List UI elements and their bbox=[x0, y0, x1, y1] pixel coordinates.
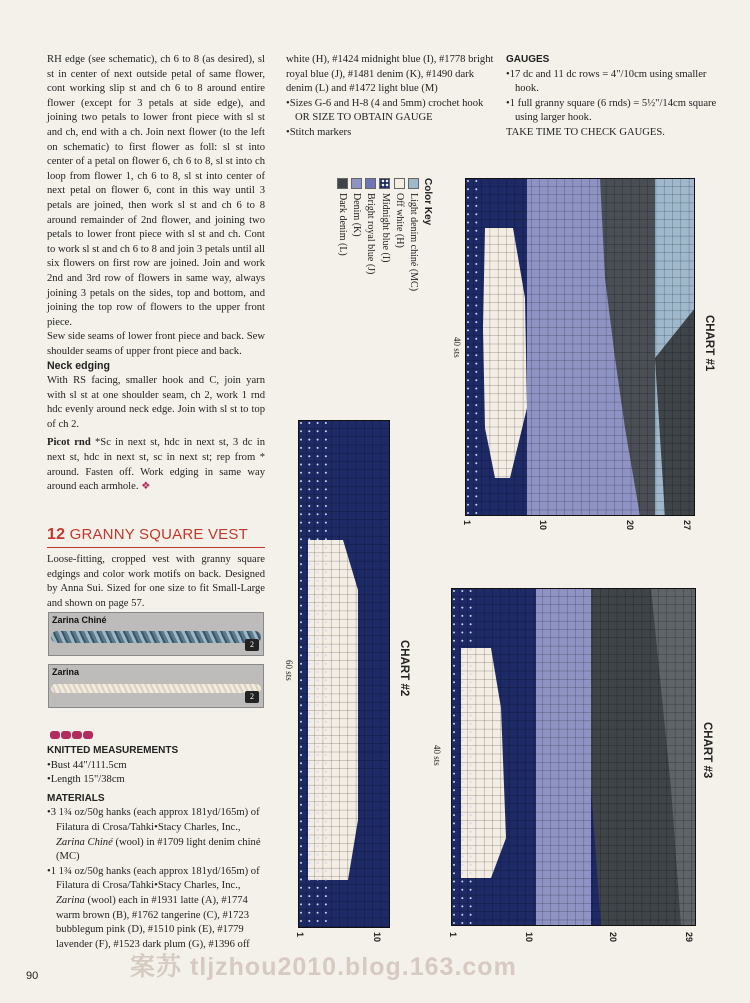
watermark: 案苏 tljzhou2010.blog.163.com bbox=[130, 953, 517, 981]
color-key-entry bbox=[351, 178, 362, 291]
text-column-2 bbox=[286, 53, 496, 141]
chart-band bbox=[536, 588, 591, 926]
chart-1-tick-label: 27 bbox=[682, 520, 692, 531]
yarn-swatch-chine bbox=[48, 612, 264, 656]
color-swatch bbox=[408, 178, 419, 189]
materials-list bbox=[47, 806, 267, 952]
color-key-entry bbox=[408, 178, 419, 291]
materials-continued: white (H), #1424 midnight blue (I), #1778 bright royal blue (J), #1481 denim (K), #1490 dark denim (L) and #1472 light blue (M) bbox=[286, 54, 494, 95]
chart-1-title: CHART #1 bbox=[703, 315, 715, 372]
chart-1-sts-label: 40 sts bbox=[452, 337, 462, 358]
chart-1-tick-label: 20 bbox=[625, 520, 635, 531]
chart-2-sts-label: 60 sts bbox=[284, 660, 294, 681]
color-key-label: Light denim chiné (MC) bbox=[408, 193, 419, 292]
chart-1-grid bbox=[465, 178, 695, 516]
color-key-label: Off white (H) bbox=[393, 193, 405, 248]
picot-paragraph bbox=[47, 436, 265, 494]
yarn-weight-badge: 2 bbox=[245, 639, 259, 651]
tools-list bbox=[286, 97, 496, 141]
section-rule bbox=[47, 547, 265, 548]
list-item: • Bust 44"/111.5cm bbox=[47, 759, 267, 774]
picot-heading: Picot rnd bbox=[47, 437, 91, 449]
color-key bbox=[337, 178, 433, 291]
chart-3-tick-label: 1 bbox=[448, 932, 458, 938]
chart-3-sts-label: 40 sts bbox=[432, 745, 442, 766]
color-key-label: Denim (K) bbox=[351, 193, 363, 237]
list-item: • 17 dc and 11 dc rows = 4"/10cm using smaller hook. bbox=[506, 68, 728, 97]
chart-3-grid bbox=[451, 588, 696, 926]
color-key-entry bbox=[337, 178, 348, 291]
skill-level-icon bbox=[50, 726, 96, 736]
color-key-label: Bright royal blue (J) bbox=[365, 193, 377, 275]
list-item: • 1 full granny square (6 rnds) = 5½"/14cm square using larger hook. bbox=[506, 97, 728, 126]
intro-text: Loose-fitting, cropped vest with granny square edgings and color work motifs on back. Designed by Anna Sui. Sized for one size to fit Small-Large and shown on page 57. bbox=[47, 554, 265, 609]
color-swatch bbox=[351, 178, 362, 189]
chart-3-tick-label: 20 bbox=[608, 932, 618, 943]
color-swatch bbox=[394, 178, 405, 189]
section-number: 12 bbox=[47, 526, 66, 543]
chart-2-title: CHART #2 bbox=[398, 640, 410, 697]
yarn-label: Zarina bbox=[52, 667, 80, 677]
materials-block bbox=[47, 742, 267, 952]
color-swatch bbox=[337, 178, 348, 189]
neck-edging-text: With RS facing, smaller hook and C, join yarn with sl st at one shoulder seam, ch 2, work 1 rnd hdc evenly around neck edge. Join with sl st to top of ch 2. bbox=[47, 375, 265, 430]
instructions-paragraph: RH edge (see schematic), ch 6 to 8 (as desired), sl st in center of next outside petal of same flower, cont working slip st and ch 6 to 8 around entire flower (except for 3 petals at side edge), and joining two petals to lower front piece with sl st and ch, end with a ch. Join next flower (to the left on schematic) to first flower as foll: sl st into center of a petal on flower 6, ch 6 to 8, sl st into ch loop from flower 1, ch 6 to 8, sl st into center of next petal on flower 6, cont in this way until 3 petals are joined, then work sl st and ch 6 to 8 around remainder of 2nd flower, and joining two petals to lower front piece with sl st and ch. Cont to work sl st and ch 6 to 8 and join 3 petals until all six flowers on first row are joined. Join and work 2nd and 3rd row of flowers in same way, always joining 3 petals on the sides, top and bottom, and joining the top row of flowers to the upper front piece. bbox=[47, 54, 265, 328]
yarn-strand-image bbox=[51, 684, 261, 693]
section-name: GRANNY SQUARE VEST bbox=[69, 526, 248, 543]
chart-2-grid bbox=[298, 420, 390, 928]
yarn-label: Zarina Chiné bbox=[52, 615, 107, 625]
gauges-heading: GAUGES bbox=[506, 54, 550, 65]
list-item: • Length 15"/38cm bbox=[47, 773, 267, 788]
page-number: 90 bbox=[26, 970, 39, 982]
chart-motif bbox=[308, 540, 358, 880]
yarn-swatch-zarina bbox=[48, 664, 264, 708]
color-key-title: Color Key bbox=[422, 178, 433, 226]
chart-2-tick-label: 10 bbox=[372, 932, 382, 943]
color-key-entry bbox=[394, 178, 405, 291]
color-key-entry bbox=[365, 178, 376, 291]
measurements-heading: KNITTED MEASUREMENTS bbox=[47, 745, 179, 756]
yarn-weight-badge: 2 bbox=[245, 691, 259, 703]
list-item: • 1 1¾ oz/50g hanks (each approx 181yd/165m) of Filatura di Crosa/Tahki•Stacy Charles, Inc., Zarina (wool) each in #1931 latte (A), #1774 warm brown (B), #1762 tangerine (C), #1723 bubblegum pink (D), #1510 pink (E), #1779 lavender (F), #1523 dark plum (G), #1396 off bbox=[47, 865, 267, 953]
yarn-strand-image bbox=[51, 631, 261, 643]
color-key-label: Dark denim (L) bbox=[336, 193, 348, 256]
gauges-list bbox=[506, 68, 728, 126]
materials-heading: MATERIALS bbox=[47, 792, 105, 804]
color-swatch bbox=[365, 178, 376, 189]
list-item: • Stitch markers bbox=[286, 126, 496, 141]
gauge-check: TAKE TIME TO CHECK GAUGES. bbox=[506, 126, 665, 138]
section-title bbox=[47, 526, 248, 544]
end-mark: ❖ bbox=[141, 481, 151, 493]
color-key-label: Midnight blue (I) bbox=[379, 193, 391, 263]
chart-1-tick-label: 10 bbox=[538, 520, 548, 531]
seams-paragraph: Sew side seams of lower front piece and back. Sew shoulder seams of upper front piece and back. bbox=[47, 331, 265, 357]
chart-1-tick-label: 1 bbox=[462, 520, 472, 526]
intro-block bbox=[47, 553, 265, 611]
list-item: • Sizes G-6 and H-8 (4 and 5mm) crochet hook OR SIZE TO OBTAIN GAUGE bbox=[286, 97, 496, 126]
chart-3-title: CHART #3 bbox=[701, 722, 713, 779]
text-column-1 bbox=[47, 53, 265, 495]
measurements-list bbox=[47, 759, 267, 788]
chart-2-tick-label: 1 bbox=[295, 932, 305, 938]
color-key-entry bbox=[379, 178, 390, 291]
picot-text: *Sc in next st, hdc in next st, 3 dc in next st, hdc in next st, sc in next st; rep from * around. Fasten off. Work edging in same way around each armhole. bbox=[47, 437, 265, 493]
list-item: • 3 1¾ oz/50g hanks (each approx 181yd/165m) of Filatura di Crosa/Tahki•Stacy Charles, Inc., Zarina Chiné (wool) in #1709 light denim chiné (MC) bbox=[47, 806, 267, 864]
chart-3-tick-label: 10 bbox=[524, 932, 534, 943]
color-swatch bbox=[379, 178, 390, 189]
neck-edging-heading: Neck edging bbox=[47, 360, 110, 373]
chart-3-tick-label: 29 bbox=[684, 932, 694, 943]
gauges-block bbox=[506, 51, 728, 141]
